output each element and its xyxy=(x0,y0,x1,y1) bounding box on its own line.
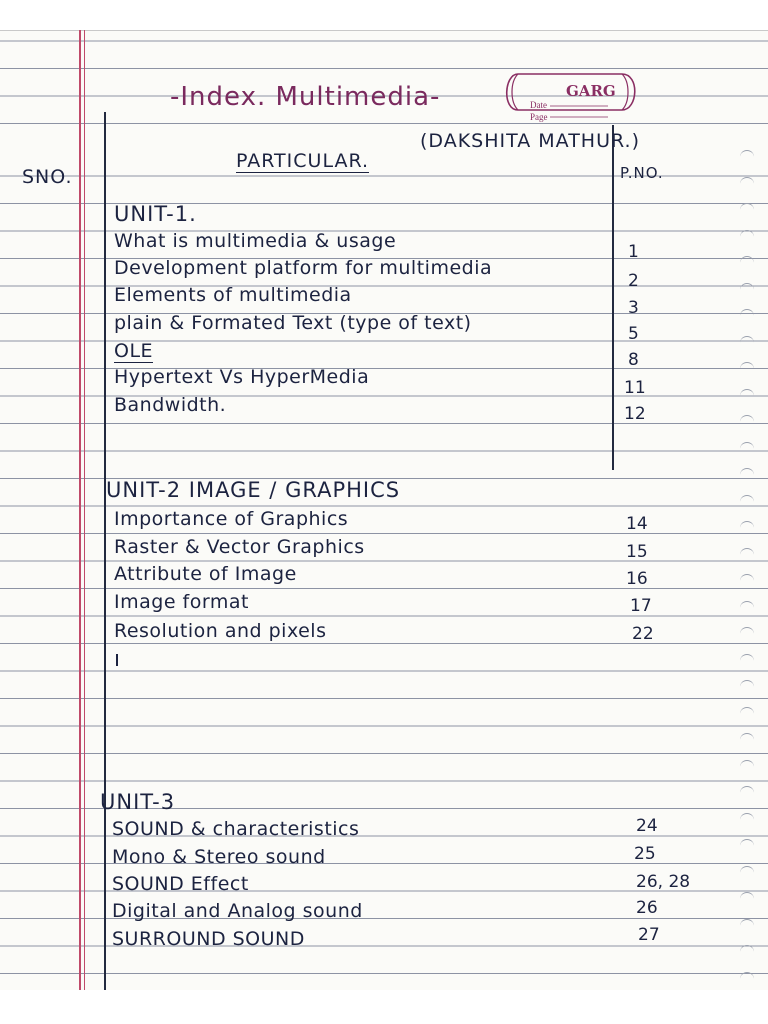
spiral-hook xyxy=(740,521,754,528)
topic-item: Resolution and pixels xyxy=(114,620,327,642)
spiral-hook xyxy=(740,230,754,237)
stamp-page-label: Page xyxy=(530,112,548,122)
topic-item: Image format xyxy=(114,591,249,613)
spiral-hook xyxy=(740,309,754,316)
topic-item: SOUND Effect xyxy=(112,873,249,895)
spiral-hook xyxy=(740,256,754,263)
notebook-page xyxy=(0,30,768,990)
topic-page: 22 xyxy=(632,624,654,644)
pno-column-divider xyxy=(612,125,614,470)
topic-item: Attribute of Image xyxy=(114,563,297,585)
topic-page: 2 xyxy=(628,271,639,291)
sno-column-divider xyxy=(104,112,106,990)
spiral-hook xyxy=(740,919,754,926)
spiral-hook xyxy=(740,442,754,449)
column-header-sno: SNO. xyxy=(22,166,73,188)
top-rule xyxy=(0,30,768,31)
spiral-binding xyxy=(728,30,768,990)
spiral-hook xyxy=(740,839,754,846)
unit-heading: UNIT-1. xyxy=(114,202,197,226)
author-name: (DAKSHITA MATHUR.) xyxy=(420,130,640,152)
topic-item: Hypertext Vs HyperMedia xyxy=(114,366,370,388)
spiral-hook xyxy=(740,203,754,210)
topic-item: SOUND & characteristics xyxy=(112,818,360,840)
topic-item: Digital and Analog sound xyxy=(112,900,363,922)
spiral-hook xyxy=(740,707,754,714)
column-header-particular: PARTICULAR. xyxy=(236,150,370,172)
topic-item: Bandwidth. xyxy=(114,394,227,416)
unit-heading: UNIT-3 xyxy=(100,790,176,814)
topic-item: Importance of Graphics xyxy=(114,508,349,530)
topic-item: plain & Formated Text (type of text) xyxy=(114,312,472,334)
spiral-hook xyxy=(740,945,754,952)
spiral-hook xyxy=(740,415,754,422)
spiral-hook xyxy=(740,468,754,475)
spiral-hook xyxy=(740,972,754,979)
spiral-hook xyxy=(740,760,754,767)
stamp-date-label: Date xyxy=(530,100,547,110)
spiral-hook xyxy=(740,786,754,793)
page-title: -Index. Multimedia- xyxy=(170,82,441,112)
spiral-hook xyxy=(740,283,754,290)
spiral-hook xyxy=(740,177,754,184)
spiral-hook xyxy=(740,495,754,502)
spiral-hook xyxy=(740,680,754,687)
column-header-pno: P.NO. xyxy=(620,164,664,182)
pen-mark xyxy=(116,654,118,666)
stamp-brand: GARG xyxy=(566,82,616,100)
topic-page: 24 xyxy=(636,816,658,836)
topic-page: 16 xyxy=(626,569,648,589)
topic-item: Raster & Vector Graphics xyxy=(114,536,365,558)
spiral-hook xyxy=(740,574,754,581)
spiral-hook xyxy=(740,362,754,369)
spiral-hook xyxy=(740,654,754,661)
topic-page: 26 xyxy=(636,898,658,918)
topic-item: Elements of multimedia xyxy=(114,284,352,306)
topic-page: 1 xyxy=(628,242,639,262)
spiral-hook xyxy=(740,627,754,634)
topic-page: 26, 28 xyxy=(636,872,691,892)
spiral-hook xyxy=(740,601,754,608)
spiral-hook xyxy=(740,892,754,899)
spiral-hook xyxy=(740,336,754,343)
spiral-hook xyxy=(740,548,754,555)
topic-page: 3 xyxy=(628,298,639,318)
topic-page: 25 xyxy=(634,844,656,864)
topic-item: Development platform for multimedia xyxy=(114,257,493,279)
topic-page: 27 xyxy=(638,925,660,945)
spiral-hook xyxy=(740,813,754,820)
notebook-stamp xyxy=(496,60,646,122)
topic-item: SURROUND SOUND xyxy=(112,928,305,950)
spiral-hook xyxy=(740,733,754,740)
topic-page: 17 xyxy=(630,596,652,616)
margin-line-inner xyxy=(84,30,85,990)
margin-line xyxy=(79,30,81,990)
spiral-hook xyxy=(740,389,754,396)
topic-page: 14 xyxy=(626,514,648,534)
topic-page: 12 xyxy=(624,404,646,424)
topic-item: OLE xyxy=(114,340,154,362)
topic-page: 8 xyxy=(628,350,639,370)
topic-page: 5 xyxy=(628,324,639,344)
topic-page: 11 xyxy=(624,378,646,398)
topic-item: What is multimedia & usage xyxy=(114,230,397,252)
topic-page: 15 xyxy=(626,542,648,562)
spiral-hook xyxy=(740,866,754,873)
unit-heading: UNIT-2 IMAGE / GRAPHICS xyxy=(106,478,401,502)
spiral-hook xyxy=(740,150,754,157)
topic-item: Mono & Stereo sound xyxy=(112,846,326,868)
